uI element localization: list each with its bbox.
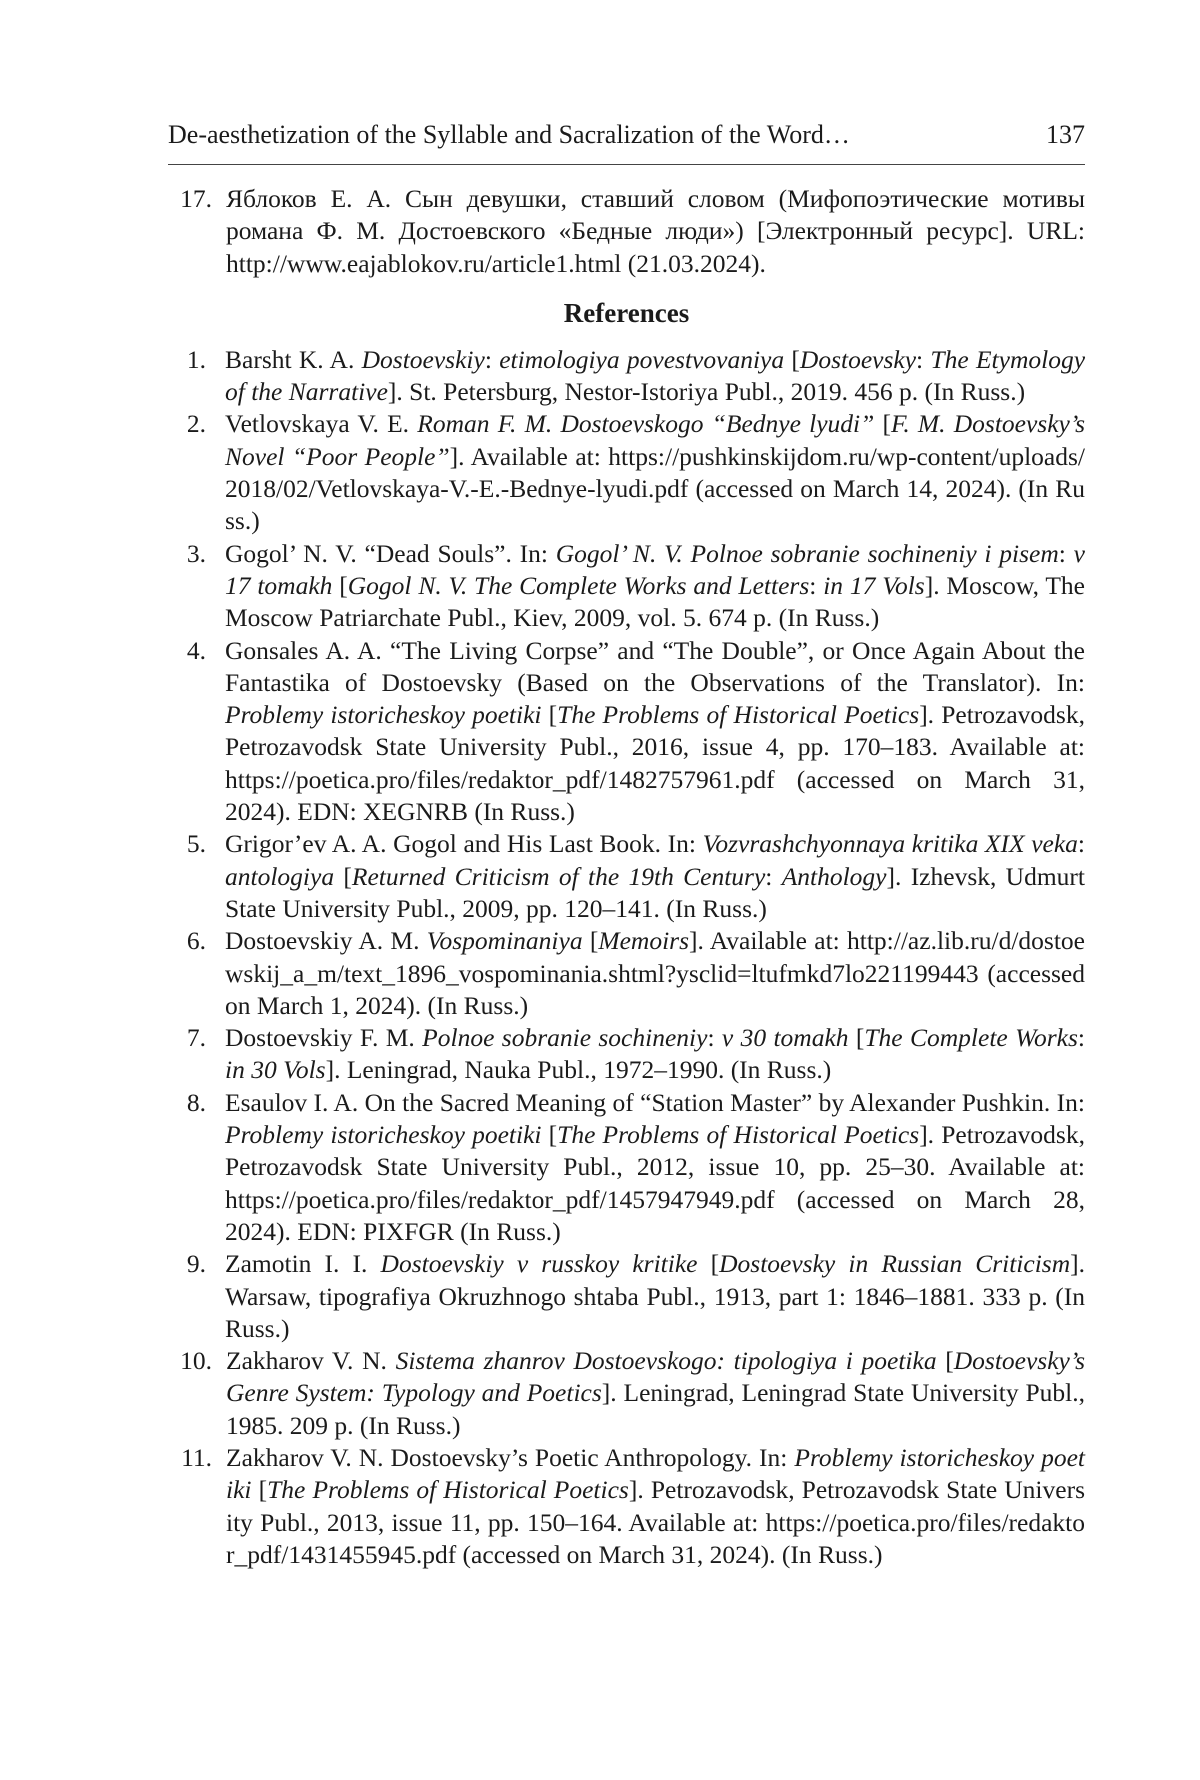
list-item [168,828,1085,925]
entry-number: 9. [186,1249,206,1279]
list-item [168,635,1085,829]
entry-number: 10. [180,1346,212,1376]
entry-number: 11. [181,1442,212,1472]
entry-text: Zakharov V. N. Dostoevsky’s Poetic Anthropology. In: Problemy istoricheskoy poetiki [The Problems of Historical Poetics]. Petrozavodsk, Petrozavodsk State University Publ., 2013, issue 11, pp. 150–164. Available at: https://poetica.pro/files/redaktor_pdf/1431455945.pdf (accessed on March 31, 2024). (In Russ.) [226,1442,1086,1569]
entry-text: Gonsales A. A. “The Living Corpse” and “The Double”, or Once Again About the Fantastika of Dostoevsky (Based on the Observations of the Translator). In: Problemy istoricheskoy poetiki [The Problems of Historical Poetics]. Petrozavodsk, Petrozavodsk State University Publ., 2016, issue 4, pp. 170–183. Available at: https://poetica.pro/files/redaktor_pdf/1482757961.pdf (accessed on March 31, 2024). EDN: XEGNRB (In Russ.) [225,635,1085,827]
page [168,118,1085,1571]
entry-number: 17. [180,184,212,213]
list-item [168,1022,1085,1087]
list-item [168,1442,1085,1571]
entry-number: 6. [186,926,206,956]
entry-number: 8. [186,1087,206,1117]
running-header [168,118,1085,165]
list-item [168,538,1085,635]
entry-text: Gogol’ N. V. “Dead Souls”. In: Gogol’ N. V. Polnoe sobranie sochineniy i pisem: v 17 tomakh [Gogol N. V. The Complete Works and Letters: in 17 Vols]. Moscow, The Moscow Patriarchate Publ., Kiev, 2009, vol. 5. 674 p. (In Russ.) [225,538,1085,633]
list-item [168,408,1085,537]
entry-number: 5. [186,829,206,859]
entry-number: 2. [186,409,206,439]
entry-text: Dostoevskiy A. M. Vospominaniya [Memoirs]. Available at: http://az.lib.ru/d/dostoewskij_a_m/text_1896_vospominania.shtml?ysclid=ltufmkd7lo221199443 (accessed on March 1, 2024). (In Russ.) [225,926,1085,1020]
list-item [168,925,1085,1022]
entry-text: Grigor’ev A. A. Gogol and His Last Book. In: Vozvrashchyonnaya kritika XIX veka: antologiya [Returned Criticism of the 19th Century: Anthology]. Izhevsk, Udmurt State University Publ., 2009, pp. 120–141. (In Russ.) [225,829,1085,923]
list-item [168,344,1085,409]
entry-text: Vetlovskaya V. E. Roman F. M. Dostoevskogo “Bednye lyudi” [F. M. Dostoevsky’s Novel “Poor People”]. Available at: https://pushkinskijdom.ru/wp-content/uploads/2018/02/Vetlovskaya-V.-E.-Bednye-lyudi.pdf (accessed on March 14, 2024). (In Russ.) [225,409,1086,536]
entry-number: 1. [186,344,206,374]
entry-text: Dostoevskiy F. M. Polnoe sobranie sochineniy: v 30 tomakh [The Complete Works: in 30 Vols]. Leningrad, Nauka Publ., 1972–1990. (In Russ.) [225,1023,1085,1085]
entry-text: Esaulov I. A. On the Sacred Meaning of “Station Master” by Alexander Pushkin. In: Problemy istoricheskoy poetiki [The Problems of Historical Poetics]. Petrozavodsk, Petrozavodsk State University Publ., 2012, issue 10, pp. 25–30. Available at: https://poetica.pro/files/redaktor_pdf/1457947949.pdf (accessed on March 28, 2024). EDN: PIXFGR (In Russ.) [225,1087,1085,1246]
entry-number: 7. [186,1023,206,1053]
list-item [168,1345,1085,1442]
list-item [168,183,1085,280]
list-item [168,1248,1085,1345]
entry-number: 3. [186,538,206,568]
running-title: De-aesthetization of the Syllable and Sacralization of the Word… [168,120,850,149]
section-title: References [563,297,690,328]
list-item [168,1087,1085,1248]
page-number: 137 [1046,120,1085,149]
entry-text: Zamotin I. I. Dostoevskiy v russkoy kritike [Dostoevsky in Russian Criticism]. Warsaw, tipografiya Okruzhnogo shtaba Publ., 1913, part 1: 1846–1881. 333 p. (In Russ.) [225,1249,1086,1343]
entry-number: 4. [186,635,206,665]
entry-text: Barsht K. A. Dostoevskiy: etimologiya povestvovaniya [Dostoevsky: The Etymology of the Narrative]. St. Petersburg, Nestor-Istoriya Publ., 2019. 456 p. (In Russ.) [225,344,1086,407]
entry-text: Zakharov V. N. Sistema zhanrov Dostoevskogo: tipologiya i poetika [Dostoevsky’s Genre System: Typology and Poetics]. Leningrad, Leningrad State University Publ., 1985. 209 p. (In Russ.) [226,1346,1085,1440]
entry-text: Яблоков Е. А. Сын девушки, ставший словом (Мифопоэтические мотивы романа Ф. М. Достоевского «Бедные люди») [Электронный ресурс]. URL: http://www.eajablokov.ru/article1.html (21.03.2024). [226,184,1085,278]
